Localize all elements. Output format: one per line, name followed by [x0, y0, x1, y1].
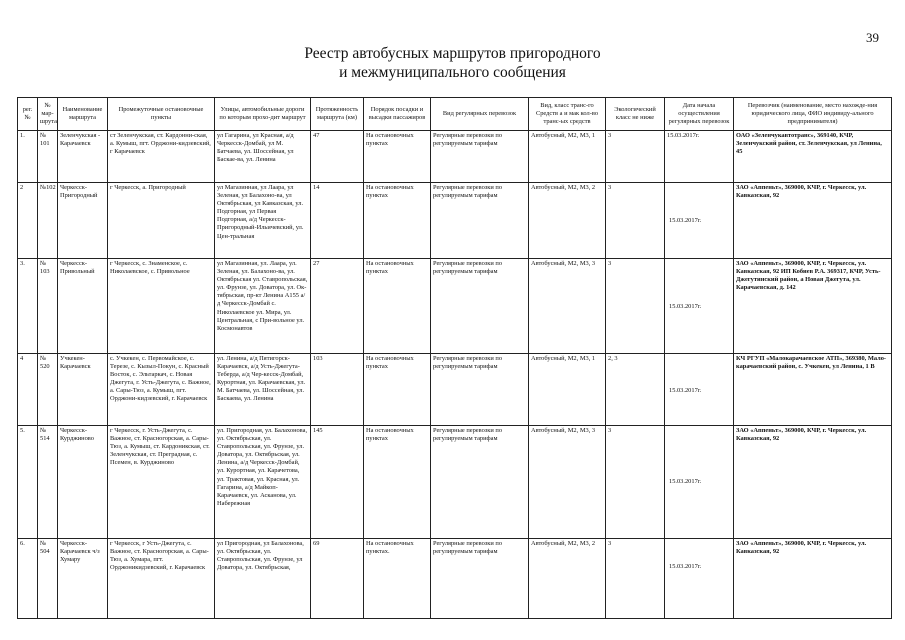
cell-vehicles: Автобусный, М2, М3, 3 — [529, 259, 606, 354]
table-header-row — [18, 98, 892, 131]
start-date-text: 15.03.2017г. — [669, 387, 702, 394]
cell-reg: 1. — [18, 131, 38, 183]
cell-streets: ул Пригородная, ул Балахонова, ул. Октябрьская, ул. Ставропольская, ул. Фрунзе, ул Доватора, ул. Октябрьская, — [215, 539, 311, 619]
cell-stops: г Черкесск, а. Пригородный — [108, 183, 215, 259]
cell-carrier: ОАО «Зеленчукавтотранс», 369140, КЧР, Зеленчукский район, ст. Зеленчукская, ул Ленина, 45 — [734, 131, 892, 183]
title-line-2: и межмуниципального сообщения — [339, 64, 566, 81]
title-line-1: Реестр автобусных маршрутов пригородного — [304, 45, 601, 62]
cell-reg: 3. — [18, 259, 38, 354]
cell-start-date — [665, 183, 734, 259]
cell-carrier: ЗАО «Аппеньт», 369000, КЧР, г. Черкесск, ул. Кавказская, 92 — [734, 183, 892, 259]
cell-carrier: ЗАО «Аппеньт», 369000, КЧР, г. Черкесск, ул. Кавказская, 92 ИП Кобиев Р.А. 369317, КЧР, Усть-Джегутинский район, а Новая Джегута, ул. Карачаевская, д. 142 — [734, 259, 892, 354]
cell-eco-class: 3 — [606, 539, 665, 619]
table-row — [18, 259, 892, 354]
cell-boarding: На остановочных пунктах — [364, 183, 431, 259]
table-row — [18, 131, 892, 183]
cell-route-name: Черкесск-Пригородный — [58, 183, 108, 259]
cell-route-no: № 504 — [38, 539, 58, 619]
cell-transport-type: Регулярные перевозки по регулируемым тарифам — [431, 354, 529, 426]
cell-route-no: № 101 — [38, 131, 58, 183]
cell-boarding: На остановочных пунктах — [364, 259, 431, 354]
cell-start-date — [665, 426, 734, 539]
cell-length: 69 — [311, 539, 364, 619]
cell-route-no: №102 — [38, 183, 58, 259]
cell-vehicles: Автобусный, М2, М3, 1 — [529, 354, 606, 426]
table-row — [18, 183, 892, 259]
cell-boarding: На остановочных пунктах — [364, 354, 431, 426]
cell-length: 14 — [311, 183, 364, 259]
cell-transport-type: Регулярные перевозки по регулируемым тарифам — [431, 131, 529, 183]
cell-eco-class: 2, 3 — [606, 354, 665, 426]
table-row — [18, 354, 892, 426]
cell-stops: г Черкесск, г Усть-Джегута, с. Важное, ст. Красногорская, а. Сары-Тюз, а. Хумара, пгт. Орджоникидзевский, г. Карачаевск — [108, 539, 215, 619]
cell-streets: ул Магазинная, ул. Лаара, ул. Зеленая, ул. Балахоно-ва, ул. Октябрьская ул. Ставропольская, ул. Фрунзе, ул. Доватора, ул. Ок-тябрьская, пр-кт Ленина А155 а/д Черкесск-Домбай с. Николаевское ул. Мира, ул. Центральная, с При-вольное ул. Космонавтов — [215, 259, 311, 354]
cell-transport-type: Регулярные перевозки по регулируемым тарифам — [431, 539, 529, 619]
table-row — [18, 426, 892, 539]
cell-eco-class: 3 — [606, 131, 665, 183]
header-streets: Улицы, автомобильные дороги по которым прохо-дит маршрут — [215, 98, 311, 131]
cell-length: 145 — [311, 426, 364, 539]
cell-reg: 4 — [18, 354, 38, 426]
cell-boarding: На остановочных пунктах — [364, 426, 431, 539]
cell-stops: с. Учкекен, с. Первомайское, с. Терезе, с. Кызыл-Покун, с. Красный Восток, с. Эльтаркач, с. Новая Джегута, г. Усть-Джегута, с. Важное, а. Сары-Тюз, а. Кумыш, пгт. Орджони-кидзевский, г. Карачаевск — [108, 354, 215, 426]
page-number: 39 — [866, 30, 879, 45]
cell-carrier: КЧ РГУП «Малокарачаевское АТП», 369380, Мало-карачаевский район, с. Учкекен, ул Ленина, 1 В — [734, 354, 892, 426]
cell-streets: ул. Пригородная, ул. Балахонова, ул. Октябрьская, ул. Ставропольская, ул. Фрунзе, ул. Доватора, ул. Октябрьская, ул. Ленина, а/д Черкесск-Домбай, ул. Курортная, ул. Карачетова, ул. Трактовая, ул. Красная, ул. Гагарина, а/д Майкоп-Карачаевск, ул. Асканова, ул. Набережная — [215, 426, 311, 539]
cell-start-date: 15.03.2017г. — [665, 131, 734, 183]
cell-transport-type: Регулярные перевозки по регулируемым тарифам — [431, 426, 529, 539]
header-boarding: Порядок посадки и высадки пассажиров — [364, 98, 431, 131]
cell-vehicles: Автобусный, М2, М3, 2 — [529, 539, 606, 619]
start-date-text: 15.03.2017г. — [669, 478, 702, 485]
cell-vehicles: Автобусный, М2, М3, 3 — [529, 426, 606, 539]
header-stops: Промежуточные остановочные пункты — [108, 98, 215, 131]
cell-route-no: № 103 — [38, 259, 58, 354]
cell-route-name: Черкесск-Карачаевск ч/з Хумару — [58, 539, 108, 619]
cell-route-name: Зеленчукская - Карачаевск — [58, 131, 108, 183]
header-transport-type: Вид регулярных перевозок — [431, 98, 529, 131]
header-vehicles: Вид, класс транс-го Средств а и мак кол-во транс-ых средств — [529, 98, 606, 131]
cell-eco-class: 3 — [606, 259, 665, 354]
cell-stops: г Черкесск, с. Знаменское, с. Николаевское, с. Привольное — [108, 259, 215, 354]
cell-route-no: № 514 — [38, 426, 58, 539]
header-start-date: Дата начала осуществления регулярных перевозок — [665, 98, 734, 131]
start-date-text: 15.03.2017г. — [669, 563, 702, 570]
cell-transport-type: Регулярные перевозки по регулируемым тарифам — [431, 183, 529, 259]
header-eco-class: Экологический класс не ниже — [606, 98, 665, 131]
cell-route-name: Черкесск-Привольный — [58, 259, 108, 354]
cell-boarding: На остановочных пунктах — [364, 131, 431, 183]
cell-route-no: № 520 — [38, 354, 58, 426]
cell-length: 47 — [311, 131, 364, 183]
table-row — [18, 539, 892, 619]
document-title — [0, 44, 905, 82]
cell-route-name: Учкекен-Карачаевск — [58, 354, 108, 426]
cell-carrier: ЗАО «Аппеньт», 369000, КЧР, г. Черкесск, ул. Кавказская, 92 — [734, 426, 892, 539]
cell-reg: 2 — [18, 183, 38, 259]
cell-streets: ул Гагарина, ул Красная, а/д Черкесск-Домбай, ул М. Батчаева, ул. Шоссейная, ул Баскае-ва, ул. Ленина — [215, 131, 311, 183]
cell-stops: ст Зеленчукская, ст. Кардонни-ская, а. Кумыш, пгт. Орджони-кидзевский, г Карачаевск — [108, 131, 215, 183]
cell-vehicles: Автобусный, М2, М3, 1 — [529, 131, 606, 183]
header-route-name: Наименование маршрута — [58, 98, 108, 131]
cell-streets: ул Магазинная, ул Лаара, ул Зеленая, ул Балахоно-ва, ул Октябрьская, ул Кавказская, ул. Подгорная, ул Первая Подгорная, а/д Черкесск-Пригородный-Ильичевский, ул. Цен-тральная — [215, 183, 311, 259]
cell-boarding: На остановочных пунктах. — [364, 539, 431, 619]
header-reg: рег. № — [18, 98, 38, 131]
cell-start-date — [665, 259, 734, 354]
cell-carrier: ЗАО «Аппеньт», 369000, КЧР, г. Черкесск, ул. Кавказская, 92 — [734, 539, 892, 619]
header-length: Протяженность маршрута (км) — [311, 98, 364, 131]
cell-reg: 6. — [18, 539, 38, 619]
cell-reg: 5. — [18, 426, 38, 539]
header-carrier: Перевозчик (наименование, место нахожде-ния юридического лица, ФИО индивиду-ального предпринимателя) — [734, 98, 892, 131]
cell-eco-class: 3 — [606, 426, 665, 539]
cell-length: 103 — [311, 354, 364, 426]
routes-registry-table — [17, 97, 892, 619]
cell-eco-class: 3 — [606, 183, 665, 259]
cell-stops: г Черкесск, г. Усть-Джегута, с. Важное, ст. Красногорская, а. Сары-Тюз, а. Кумыш, ст. Кардоникская, ст. Зеленчукская, ст. Преградная, с. Псемен, в. Курджиново — [108, 426, 215, 539]
cell-vehicles: Автобусный, М2, М3, 2 — [529, 183, 606, 259]
start-date-text: 15.03.2017г. — [669, 303, 702, 310]
cell-start-date — [665, 354, 734, 426]
cell-length: 27 — [311, 259, 364, 354]
start-date-text: 15.03.2017г. — [669, 217, 702, 224]
header-route-no: № мар-шрута — [38, 98, 58, 131]
cell-transport-type: Регулярные перевозки по регулируемым тарифам — [431, 259, 529, 354]
cell-route-name: Черкесск-Курджиново — [58, 426, 108, 539]
cell-streets: ул. Ленина, а/д Пятигорск-Карачаевск, а/д Усть-Джегута-Теберда, а/д Чер-кесск-Домбай, Курортная, ул. Карачаевская, ул. М. Батчаева, ул. Шоссейная, ул. Баскаева, ул. Ленина — [215, 354, 311, 426]
cell-start-date — [665, 539, 734, 619]
